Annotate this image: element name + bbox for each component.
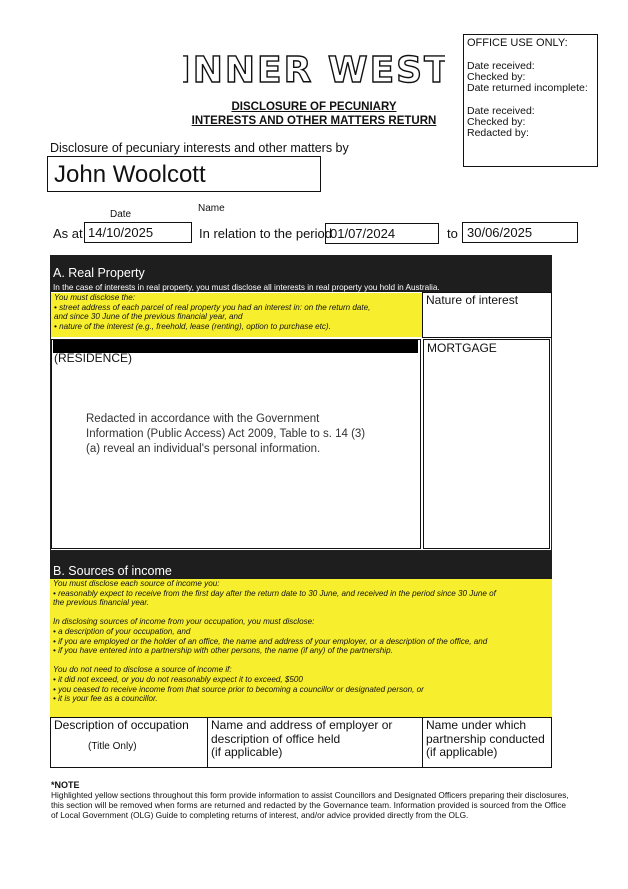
- disclosure-intro-label: Disclosure of pecuniary interests and other matters by: [50, 141, 349, 155]
- as-at-date-field[interactable]: 14/10/2025: [84, 222, 192, 243]
- office-line: Date received:: [467, 60, 535, 72]
- title-only-label: (Title Only): [88, 740, 137, 752]
- occupation-header: Description of occupation (Title Only): [50, 717, 208, 768]
- note-text: Highlighted yellow sections throughout this form provide information to assist Councillors and Designated Officers preparing their disclosures, this section will be removed when forms are returned and redacted by the Governance team. Information provided is sourced from the Office of Local Government (OLG) Guide to completing returns of interest, and/or advice provided directly from the OLG.: [51, 790, 569, 821]
- note-heading: *NOTE: [51, 780, 80, 790]
- redaction-note: Redacted in accordance with the Government Information (Public Access) Act 2009, Table to s. 14 (3) (a) reveal an individual's personal information.: [86, 413, 366, 455]
- office-line: Date received:: [467, 105, 535, 117]
- section-b-guidance: You must disclose each source of income you: • reasonably expect to receive from the first day after the return date to 30 June, and received in the period since 30 June of the previous financial year. In disclosing sources of income from your occupation, you must disclose: • a description of your occupation, and • if you are employed or the holder of an office, the name and address of your employer, or a description of the office, and • if you have entered into a partnership with other persons, the name (if any) of the partnership. You do not need to disclose a source of income if: • it did not exceed, or you do not reasonably expect it to exceed, $500 • you ceased to receive income from that source prior to becoming a councillor or designated person, or • it is your fee as a councillor.: [50, 579, 552, 717]
- period-from-field[interactable]: 01/07/2024: [325, 223, 439, 244]
- employer-header: Name and address of employer or description of office held (if applicable): [207, 717, 423, 768]
- office-line: Redacted by:: [467, 127, 529, 139]
- as-at-label: As at: [53, 226, 83, 241]
- section-b-header: [50, 551, 552, 579]
- name-label: Name: [198, 203, 225, 214]
- logo-wordmark: INNER WEST: [183, 50, 445, 90]
- council-logo: [183, 48, 445, 90]
- form-title: DISCLOSURE OF PECUNIARY INTERESTS AND OTHER MATTERS RETURN: [191, 101, 437, 127]
- period-to-field[interactable]: 30/06/2025: [462, 222, 578, 243]
- period-label: In relation to the period: [199, 226, 332, 241]
- section-b-title: B. Sources of income: [53, 564, 172, 578]
- period-to-label: to: [447, 226, 458, 241]
- office-line: Checked by:: [467, 71, 526, 83]
- nature-of-interest-header: Nature of interest: [422, 292, 552, 338]
- office-use-title: OFFICE USE ONLY:: [467, 37, 568, 49]
- section-a-guidance: You must disclose the: • street address of each parcel of real property you had an interest in: on the return date, and since 30 June of the previous financial year, and • nature of the interest (e.g., freehold, lease (renting), option to purchase etc).: [51, 293, 422, 337]
- office-line: Date returned incomplete:: [467, 82, 588, 94]
- office-line: Checked by:: [467, 116, 526, 128]
- date-label: Date: [110, 209, 132, 220]
- section-a-header: [50, 255, 552, 283]
- section-a-title: A. Real Property: [53, 266, 145, 280]
- section-a-subtitle: In the case of interests in real property, you must disclose all interests in real property you hold in Australia.: [50, 283, 552, 292]
- office-use-box: [463, 34, 598, 167]
- partnership-header: Name under which partnership conducted (if applicable): [422, 717, 552, 768]
- nature-of-interest-value[interactable]: MORTGAGE: [423, 339, 550, 549]
- name-field[interactable]: John Woolcott: [47, 156, 321, 192]
- address-fragment: (RESIDENCE): [54, 351, 133, 365]
